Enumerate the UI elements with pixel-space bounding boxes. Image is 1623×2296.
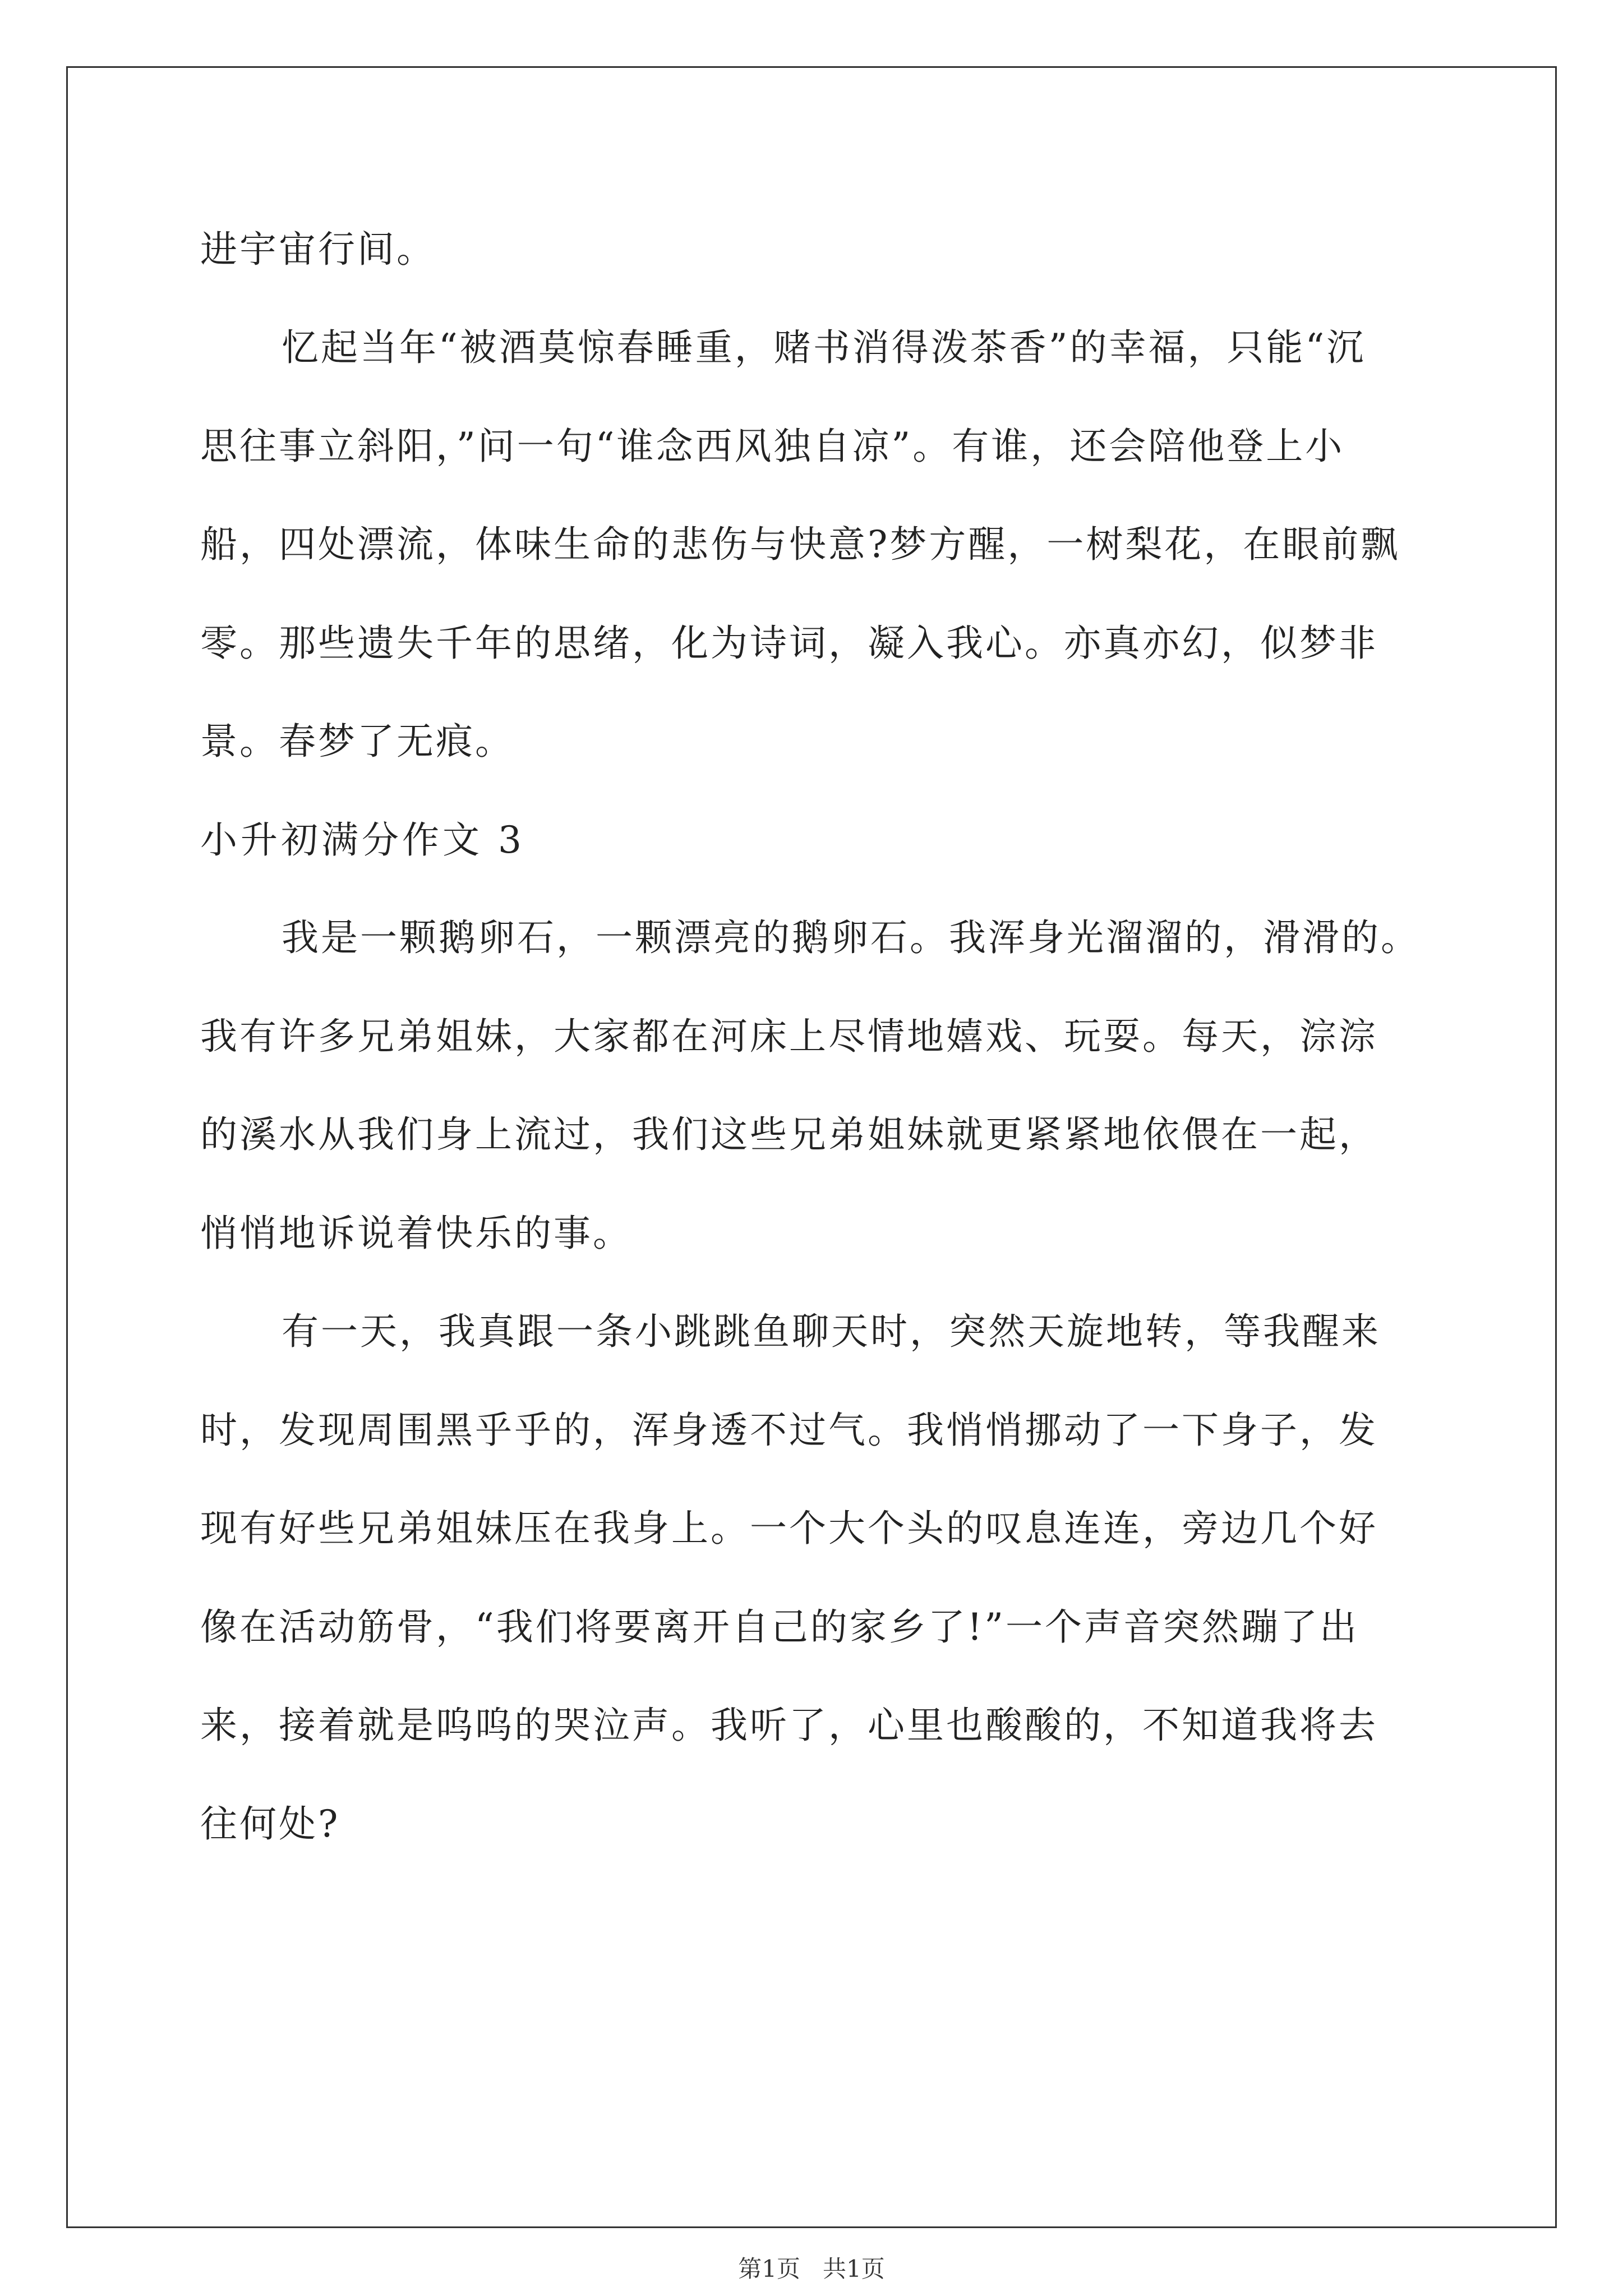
text-line: 悄悄地诉说着快乐的事。: [200, 1212, 632, 1255]
text-line: 有一天，我真跟一条小跳跳鱼聊天时，突然天旋地转，等我醒来: [282, 1310, 1381, 1353]
text-line: 我是一颗鹅卵石，一颗漂亮的鹅卵石。我浑身光溜溜的，滑滑的。: [282, 916, 1420, 959]
text-line: 思往事立斜阳，”问一句“谁念西风独自凉”。有谁，还会陪他登上小: [200, 425, 1345, 468]
text-line: 时，发现周围黑乎乎的，浑身透不过气。我悄悄挪动了一下身子，发: [200, 1409, 1378, 1452]
text-line: 像在活动筋骨，“我们将要离开自己的家乡了!”一个声音突然蹦了出: [200, 1605, 1359, 1649]
text-line: 忆起当年“被酒莫惊春睡重，赌书消得泼茶香”的幸福，只能“沉: [282, 326, 1366, 369]
text-line: 景。春梦了无痕。: [200, 720, 514, 763]
text-line: 我有许多兄弟姐妹，大家都在河床上尽情地嬉戏、玩耍。每天，淙淙: [200, 1015, 1378, 1058]
text-line: 船，四处漂流，体味生命的悲伤与快意?梦方醒，一树梨花，在眼前飘: [200, 523, 1400, 566]
text-line: 的溪水从我们身上流过，我们这些兄弟姐妹就更紧紧地依偎在一起，: [200, 1113, 1378, 1156]
section-heading: 小升初满分作文 3: [200, 818, 525, 862]
text-line: 往何处?: [200, 1802, 340, 1846]
page-number: 第1页 共1页: [738, 2255, 885, 2283]
text-line: 零。那些遗失千年的思绪，化为诗词，凝入我心。亦真亦幻，似梦非: [200, 622, 1378, 665]
text-line: 进宇宙行间。: [200, 228, 436, 271]
text-line: 现有好些兄弟姐妹压在我身上。一个大个头的叹息连连，旁边几个好: [200, 1507, 1378, 1550]
text-line: 来，接着就是呜呜的哭泣声。我听了，心里也酸酸的，不知道我将去: [200, 1704, 1378, 1747]
